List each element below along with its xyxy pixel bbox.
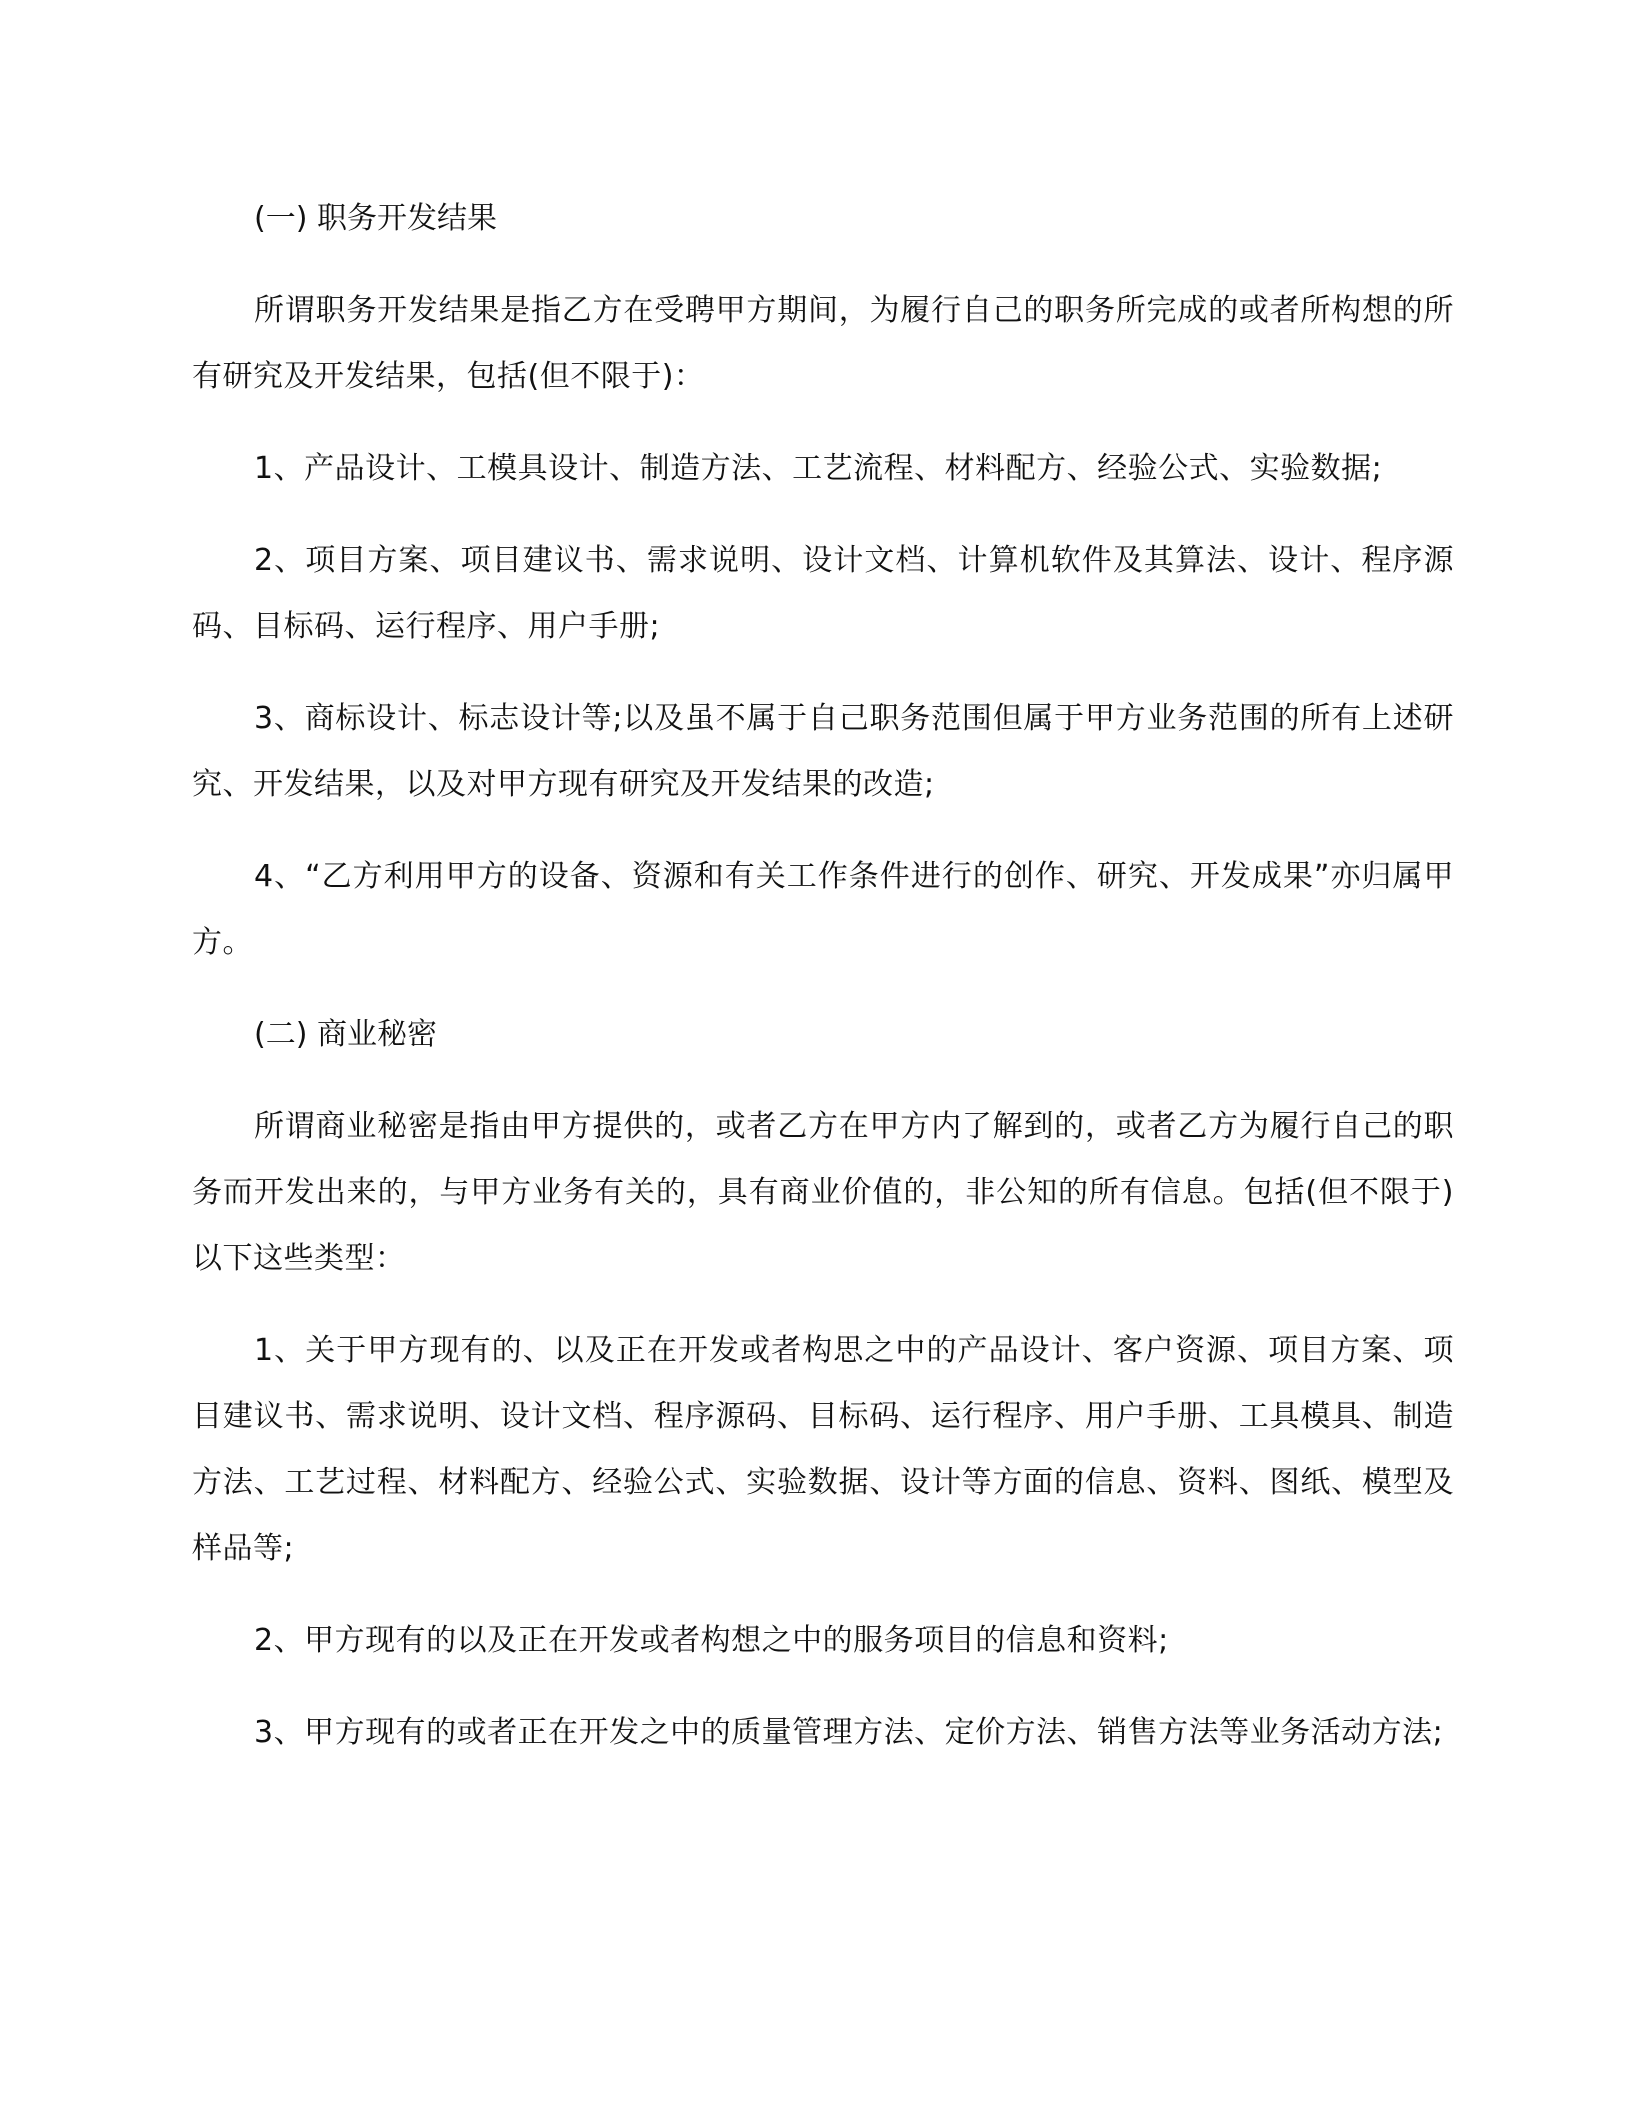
list-item-1-2: 2、项目方案、项目建议书、需求说明、设计文档、计算机软件及其算法、设计、程序源码、目标码、运行程序、用户手册; bbox=[192, 543, 1454, 644]
list-item-1-4: 4、“乙方利用甲方的设备、资源和有关工作条件进行的创作、研究、开发成果”亦归属甲方。 bbox=[192, 859, 1454, 960]
section-heading-1: (一) 职务开发结果 bbox=[254, 201, 497, 236]
list-item-1-3: 3、商标设计、标志设计等;以及虽不属于自己职务范围但属于甲方业务范围的所有上述研究、开发结果，以及对甲方现有研究及开发结果的改造; bbox=[192, 701, 1454, 802]
list-item-2-3: 3、甲方现有的或者正在开发之中的质量管理方法、定价方法、销售方法等业务活动方法; bbox=[254, 1715, 1444, 1750]
document-body bbox=[192, 186, 1454, 1792]
paragraph-definition-2: 所谓商业秘密是指由甲方提供的，或者乙方在甲方内了解到的，或者乙方为履行自己的职务而开发出来的，与甲方业务有关的，具有商业价值的，非公知的所有信息。包括(但不限于)以下这些类型： bbox=[192, 1109, 1454, 1276]
list-item-2-2: 2、甲方现有的以及正在开发或者构想之中的服务项目的信息和资料; bbox=[254, 1623, 1169, 1658]
paragraph-definition-1: 所谓职务开发结果是指乙方在受聘甲方期间，为履行自己的职务所完成的或者所构想的所有研究及开发结果，包括(但不限于)： bbox=[192, 293, 1454, 394]
list-item-1-1: 1、产品设计、工模具设计、制造方法、工艺流程、材料配方、经验公式、实验数据; bbox=[254, 451, 1383, 486]
section-heading-2: (二) 商业秘密 bbox=[254, 1017, 437, 1052]
list-item-2-1: 1、关于甲方现有的、以及正在开发或者构思之中的产品设计、客户资源、项目方案、项目建议书、需求说明、设计文档、程序源码、目标码、运行程序、用户手册、工具模具、制造方法、工艺过程、材料配方、经验公式、实验数据、设计等方面的信息、资料、图纸、模型及样品等; bbox=[192, 1333, 1454, 1566]
